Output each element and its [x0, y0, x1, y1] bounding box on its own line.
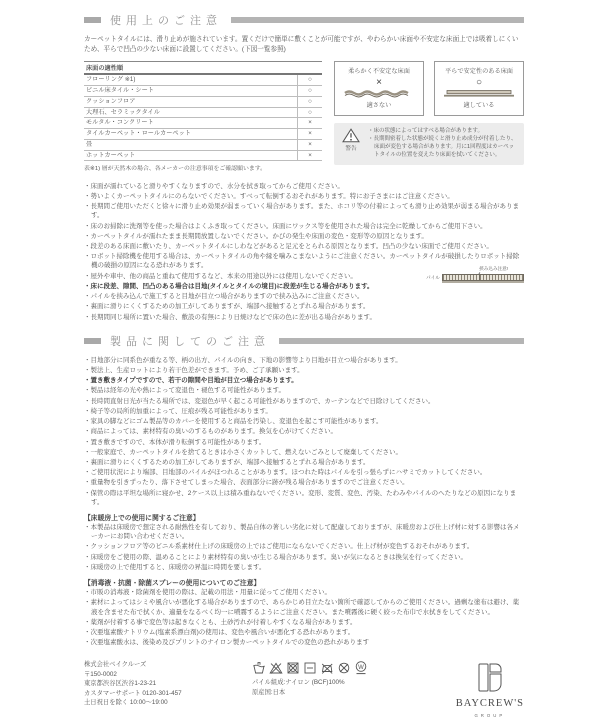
- notice-item: ・裏面に滑りにくくするための加工がしてありますが、端部へ接触するとずれる場合があります。: [84, 458, 370, 466]
- notice-item: ・素材によってはシミや風合いが悪化する場合がありますので、あらかじめ目立たない箇所で確認してからのご使用ください。過剰な塗布は避け、薬液を含ませた布で拭くか、適量をなるべく均一に噴霧するようにご注意ください。また噴霧後に硬く絞った布巾で水拭きをしてください。: [84, 599, 520, 616]
- wavy-floor-icon: [343, 89, 415, 98]
- suitability-mark: ○: [298, 86, 323, 97]
- no-dry-clean-icon: [337, 661, 351, 675]
- product-spec-block: [252, 660, 448, 697]
- floor-base-bar: [442, 281, 524, 283]
- section-usage-title: 使用上のご注意: [110, 15, 222, 27]
- notice-item: ・クッションフロア等のビニル系素材仕上げの床暖房の上ではご使用にならないでください。仕上げ材が変色するおそれがあります。: [84, 543, 474, 551]
- notice-item: ・床面が濡れていると滑りやすくなりますので、水分を拭き取ってからご使用ください。: [84, 182, 344, 190]
- notice-item-emphasized: ・置き敷きタイプですので、若干の隙間や目地が目立つ場合があります。: [84, 377, 298, 385]
- company-name: 株式会社ベイクルーズ: [84, 661, 147, 669]
- no-iron-icon: [320, 661, 334, 675]
- table-row: 大理石、セラミックタイル ○: [84, 107, 322, 118]
- notice-item: ・商品によっては、素材特有の臭いのするものがあります。換気を心がけてください。: [84, 428, 337, 436]
- notice-item: ・重量物を引きずったり、落下させてしまった場合、表面部分に跡が残る場合がありますのでご注意ください。: [84, 479, 409, 487]
- surface-diagrams: [334, 61, 524, 116]
- unsuitable-surface-box: 柔らかく不安定な床面 × 適さない: [334, 61, 424, 116]
- disinfectant-notice-list: [84, 588, 524, 647]
- notice-item: ・市販の消毒液・除菌剤を使用の際は、記載の用法・用量に従ってご使用ください。: [84, 589, 331, 597]
- suitability-mark: ×: [298, 129, 323, 140]
- company-address: 東京都渋谷区渋谷1-23-21: [84, 680, 157, 688]
- notice-item: ・裏面に滑りにくくするための加工がしてありますが、端部へ接触するとずれる場合があります。: [84, 303, 370, 311]
- warning-label: 警告: [345, 146, 357, 153]
- suitability-mark: ×: [298, 139, 323, 150]
- table-row: フローリング ※1) ○: [84, 74, 322, 85]
- brand-wordmark: BAYCREW'S: [455, 698, 524, 710]
- notice-item: ・長時間直射日光が当たる場所では、変退色が早く起こる可能性がありますので、カーテンなどで日除けしてください。: [84, 397, 435, 405]
- svg-text:W: W: [358, 665, 364, 672]
- suitability-mark: ×: [298, 150, 323, 161]
- notice-item: ・一般家庭で、カーペットタイルを捨てるときは小さくカットして、燃えないごみとして廃棄してください。: [84, 448, 403, 456]
- notice-item: ・カーペットタイルが濡れたまま長期間放置しないでください。かびの発生や床面の変色・変形等の原因となります。: [84, 232, 428, 240]
- warning-triangle-icon: [342, 128, 360, 143]
- suitability-mark: ○: [298, 96, 323, 107]
- pile-pinch-diagram: [426, 266, 524, 284]
- header-rule-bar: [279, 338, 524, 344]
- tile-bar: [479, 274, 524, 281]
- table-row: 畳 ×: [84, 139, 322, 150]
- notice-item: ・床のお掃除に洗剤等を使った場合はよくふき取ってください。床面にワックス等を使用された場合は完全に乾燥してからご使用下さい。: [84, 222, 487, 230]
- notice-item: ・勢いよくカーペットタイルにのらないでください。すべって転倒するおそれがあります。特にお子さまにはご注意ください。: [84, 192, 454, 200]
- care-symbols-row: [252, 660, 448, 675]
- country-of-origin: 原産国:日本: [252, 688, 286, 696]
- support-hours: 土日祝日を除く 10:00〜19:00: [84, 699, 168, 707]
- table-row: クッションフロア ○: [84, 96, 322, 107]
- floor-suitability-column: [84, 61, 322, 173]
- warning-item: ・長期間密着した状態が続くと滑り止め成分が付着したり、床面が変色する場合があります。月に1回程度はカーペットタイルの位置を変えたり床面を拭いてください。: [368, 136, 517, 159]
- notice-item: ・長期間同じ場所に置いた場合、敷設の有無により日焼けなどで床の色に差が出る場合があります。: [84, 313, 376, 321]
- suitability-mark: ×: [298, 118, 323, 129]
- notice-item: ・パイルを挟み込んで施工すると目地が目立つ場合がありますので挟み込みにご注意ください。: [84, 293, 364, 301]
- customer-support-phone: カスタマーサポート 0120-301-457: [84, 689, 182, 697]
- table-row: タイルカーペット・ロールカーペット ×: [84, 129, 322, 140]
- notice-item-emphasized: ・床に段差、隙間、凹凸のある場合は目地(タイルとタイルの境目)に段差が生じる場合があります。: [84, 282, 374, 290]
- floor-suitability-table: [84, 61, 322, 161]
- company-info-block: [84, 660, 252, 707]
- notice-item: ・ご使用状況により端部、目地部のパイルがほつれることがあります。ほつれた時はパイルを引っ張らずにハサミでカットしてください。: [84, 469, 487, 477]
- warning-list: [368, 128, 518, 160]
- pile-label: パイル: [426, 275, 440, 281]
- warning-icon-column: [340, 128, 362, 160]
- notice-item: ・本製品は床暖房で想定される耐熱性を有しており、製品自体の著しい劣化に対して配慮しておりますが、床暖房および仕上げ材に対する影響は各メーカーにお問い合わせください。: [84, 524, 520, 541]
- notice-item: ・屋外や車中、他の商品と重ねて使用するなど、本来の用途以外には使用しないでください。: [84, 272, 357, 280]
- product-notice-list: [84, 356, 524, 507]
- usage-top-columns: [84, 61, 524, 173]
- notice-item: ・床暖房をご使用の際、温めることにより素材特有の臭いが生じる場合があります。臭いが気になるときは換気を行ってください。: [84, 553, 467, 561]
- warning-box: [334, 123, 524, 165]
- usage-intro-paragraph: カーペットタイルには、滑り止めが施されています。置くだけで簡単に敷くことが可能ですが、やわらかい床面や不安定な床面上では吸着しにくいため、平らで凹凸の少ない床面に設置してください。(下図一覧参照): [84, 36, 519, 54]
- carpet-tile-seam-icon: [442, 274, 524, 283]
- notice-item: ・製品は経年の光や熱によって変退色・褪色する可能性があります。: [84, 387, 285, 395]
- pile-pinch-callout: 挟み込み注意!: [479, 265, 508, 271]
- header-rule-bar: [231, 17, 524, 23]
- no-bleach-icon: [269, 661, 283, 675]
- section-product-title: 製品に関してのご注意: [110, 335, 270, 348]
- warning-item: ・床の状態によってはすべる場合があります。: [368, 128, 483, 135]
- notice-item: ・置き敷きですので、本体が滑り転倒する可能性があります。: [84, 438, 266, 446]
- flat-dry-icon: [303, 661, 317, 675]
- table-row: ビニル床タイル・シート ○: [84, 86, 322, 97]
- usage-notice-list: [84, 182, 524, 322]
- header-square-mark: [84, 338, 101, 344]
- notice-item: ・ロボット掃除機を使用する場合は、カーペットタイルの角や縁を噛みこまないようにご注意ください。カーペットタイルが破損したりロボット掃除機の破損の原因になる恐れがあります。: [84, 253, 520, 270]
- pile-composition: パイル組成:ナイロン (BCF)100%: [252, 679, 345, 687]
- notice-item: ・長期間ご使用いただくと徐々に滑り止め効果が弱まっていく場合があります。また、ホコリ等の付着によっても滑り止め効果が弱まる場合があります。: [84, 203, 519, 220]
- notice-item: ・薬剤が付着する事で変色等は起きなくとも、土砂汚れが付着しやすくなる場合があります。: [84, 618, 357, 626]
- cross-mark: ×: [376, 77, 382, 89]
- flat-floor-icon: [443, 89, 515, 98]
- notice-item: ・椅子等の局所的加重によって、圧痕が残る可能性があります。: [84, 407, 272, 415]
- floor-heating-notice-list: [84, 523, 524, 572]
- section-usage-header: [84, 12, 524, 28]
- notice-item: ・家具の脚などにゴム製品等のカバーを使用すると商品を汚染し、変退色を起こす可能性があります。: [84, 418, 383, 426]
- surface-diagrams-column: [334, 61, 524, 173]
- notice-item: ・次亜塩素酸ナトリウム(塩素系漂白剤)の使用は、変色や風合いが悪化する恐れがあります。: [84, 629, 355, 637]
- table-footnote: 表※1) 層が天然木の場合、各メーカーの注意事項をご確認願います。: [84, 166, 267, 173]
- hand-wash-icon: [252, 661, 266, 675]
- table-row: ホットカーペット ×: [84, 150, 322, 161]
- suitability-mark: ○: [298, 107, 323, 118]
- footer: [84, 660, 524, 719]
- section-product-header: [84, 333, 524, 349]
- suitable-surface-box: 平らで安定性のある床面 ○ 適している: [434, 61, 524, 116]
- circle-mark: ○: [475, 77, 483, 89]
- notice-item: ・目地部分に同系色が重なる等、柄の出方、パイルの向き、下地の影響等より目地が目立つ場合があります。: [84, 356, 402, 364]
- suitability-mark: ○: [298, 74, 323, 85]
- table-row: モルタル・コンクリート ×: [84, 118, 322, 129]
- tile-bar: [442, 274, 480, 281]
- postal-code: 〒150-0002: [84, 670, 117, 678]
- floor-table-header: 床面の適性順: [84, 62, 322, 75]
- brand-group-label: GROUP: [474, 713, 506, 719]
- wet-clean-icon: [354, 660, 368, 675]
- brand-logo-block: [456, 662, 524, 719]
- notice-item: ・次亜塩素酸水は、後染め及びプリントのナイロン製カーペットタイルでの変色の恐れがあります: [84, 639, 370, 647]
- baycrews-logo-icon: [473, 662, 507, 694]
- notice-item: ・床暖房の上で使用すると、床暖房の昇温に時間を要します。: [84, 563, 266, 571]
- pile-diagram-row: [426, 274, 524, 283]
- notice-item: ・保管の際は平坦な場所に寝かせ、2ケース以上は積み重ねないでください。変形、変質、変色、汚染、たわみやパイルのへたりなどの原因になります。: [84, 489, 517, 506]
- no-tumble-dry-icon: [286, 661, 300, 675]
- floor-heating-subsection-title: 【床暖房上での使用に関するご注意】: [84, 515, 200, 523]
- header-square-mark: [84, 17, 101, 23]
- notice-item: ・段差のある床面に敷いたり、カーペットタイルにしわなどがあると足元をとられる原因となります。凹凸の少ない床面でご使用ください。: [84, 243, 493, 251]
- notice-item: ・製法上、生産ロットにより若干色差ができます。予め、ご了承願います。: [84, 366, 304, 374]
- disinfectant-subsection-title: 【消毒液・抗菌・除菌スプレーの使用についてのご注意】: [84, 580, 261, 588]
